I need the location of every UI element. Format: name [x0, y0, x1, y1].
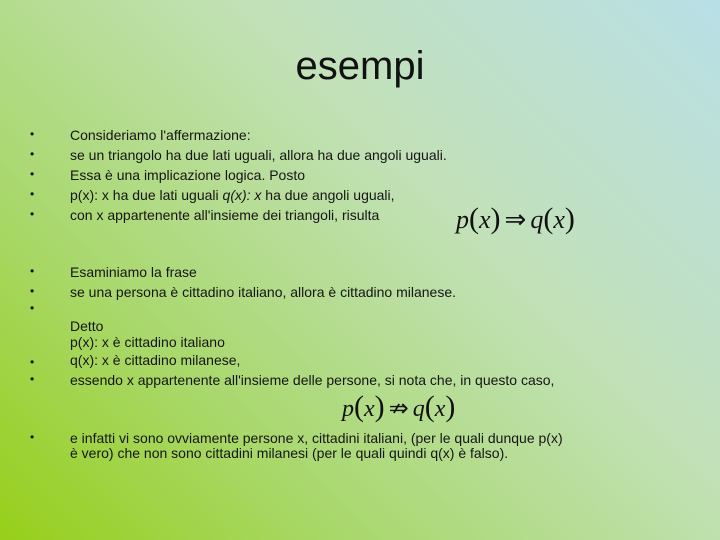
- formula-q: q: [530, 205, 544, 234]
- bullet: •: [30, 147, 35, 161]
- formula-x: x: [479, 205, 491, 234]
- formula-x: x: [434, 396, 446, 422]
- formula-x: x: [553, 205, 565, 234]
- formula-p: p: [342, 396, 354, 422]
- non-implication-formula: p(x) ⇏ q(x): [342, 390, 456, 423]
- text-line: essendo x appartenente all'insieme delle persone, si nota che, in questo caso,: [70, 372, 555, 388]
- text-line: è vero) che non sono cittadini milanesi (per le quali quindi q(x) è falso).: [70, 445, 509, 461]
- bullet: •: [30, 372, 35, 386]
- text-segment-italic: q(x): x: [222, 187, 262, 203]
- text-line: se una persona è cittadino italiano, allora è cittadino milanese.: [70, 284, 457, 300]
- bullet: •: [30, 187, 35, 201]
- text-line: Esaminiamo la frase: [70, 264, 197, 280]
- formula-x: x: [364, 396, 375, 422]
- text-line: e infatti vi sono ovviamente persone x, cittadini italiani, (per le quali dunque p(x): [70, 430, 563, 446]
- text-line: Consideriamo l'affermazione:: [70, 127, 251, 143]
- text-line: se un triangolo ha due lati uguali, allora ha due angoli uguali.: [70, 147, 447, 163]
- text-segment: ha due angoli uguali,: [261, 187, 395, 203]
- text-line: Detto: [70, 318, 104, 334]
- bullet: •: [30, 355, 35, 369]
- bullet: •: [30, 167, 35, 181]
- implication-formula: p(x) ⇒ q(x): [456, 202, 575, 235]
- text-line: [70, 187, 395, 203]
- bullet: •: [30, 301, 35, 315]
- bullet: •: [30, 430, 35, 444]
- formula-p: p: [456, 205, 469, 234]
- text-line: q(x): x è cittadino milanese,: [70, 352, 241, 368]
- text-line: con x appartenente all'insieme dei triangoli, risulta: [70, 207, 380, 223]
- text-line: p(x): x è cittadino italiano: [70, 334, 225, 350]
- text-segment: p(x): x ha due lati uguali: [70, 187, 223, 203]
- bullet: •: [30, 127, 35, 141]
- not-implies-arrow: ⇏: [388, 396, 409, 422]
- implies-arrow: ⇒: [504, 205, 527, 234]
- slide-title: esempi: [295, 44, 425, 88]
- bullet: •: [30, 284, 35, 298]
- text-line: Essa è una implicazione logica. Posto: [70, 167, 306, 183]
- bullet: •: [30, 264, 35, 278]
- formula-q: q: [412, 396, 425, 422]
- bullet: •: [30, 207, 35, 221]
